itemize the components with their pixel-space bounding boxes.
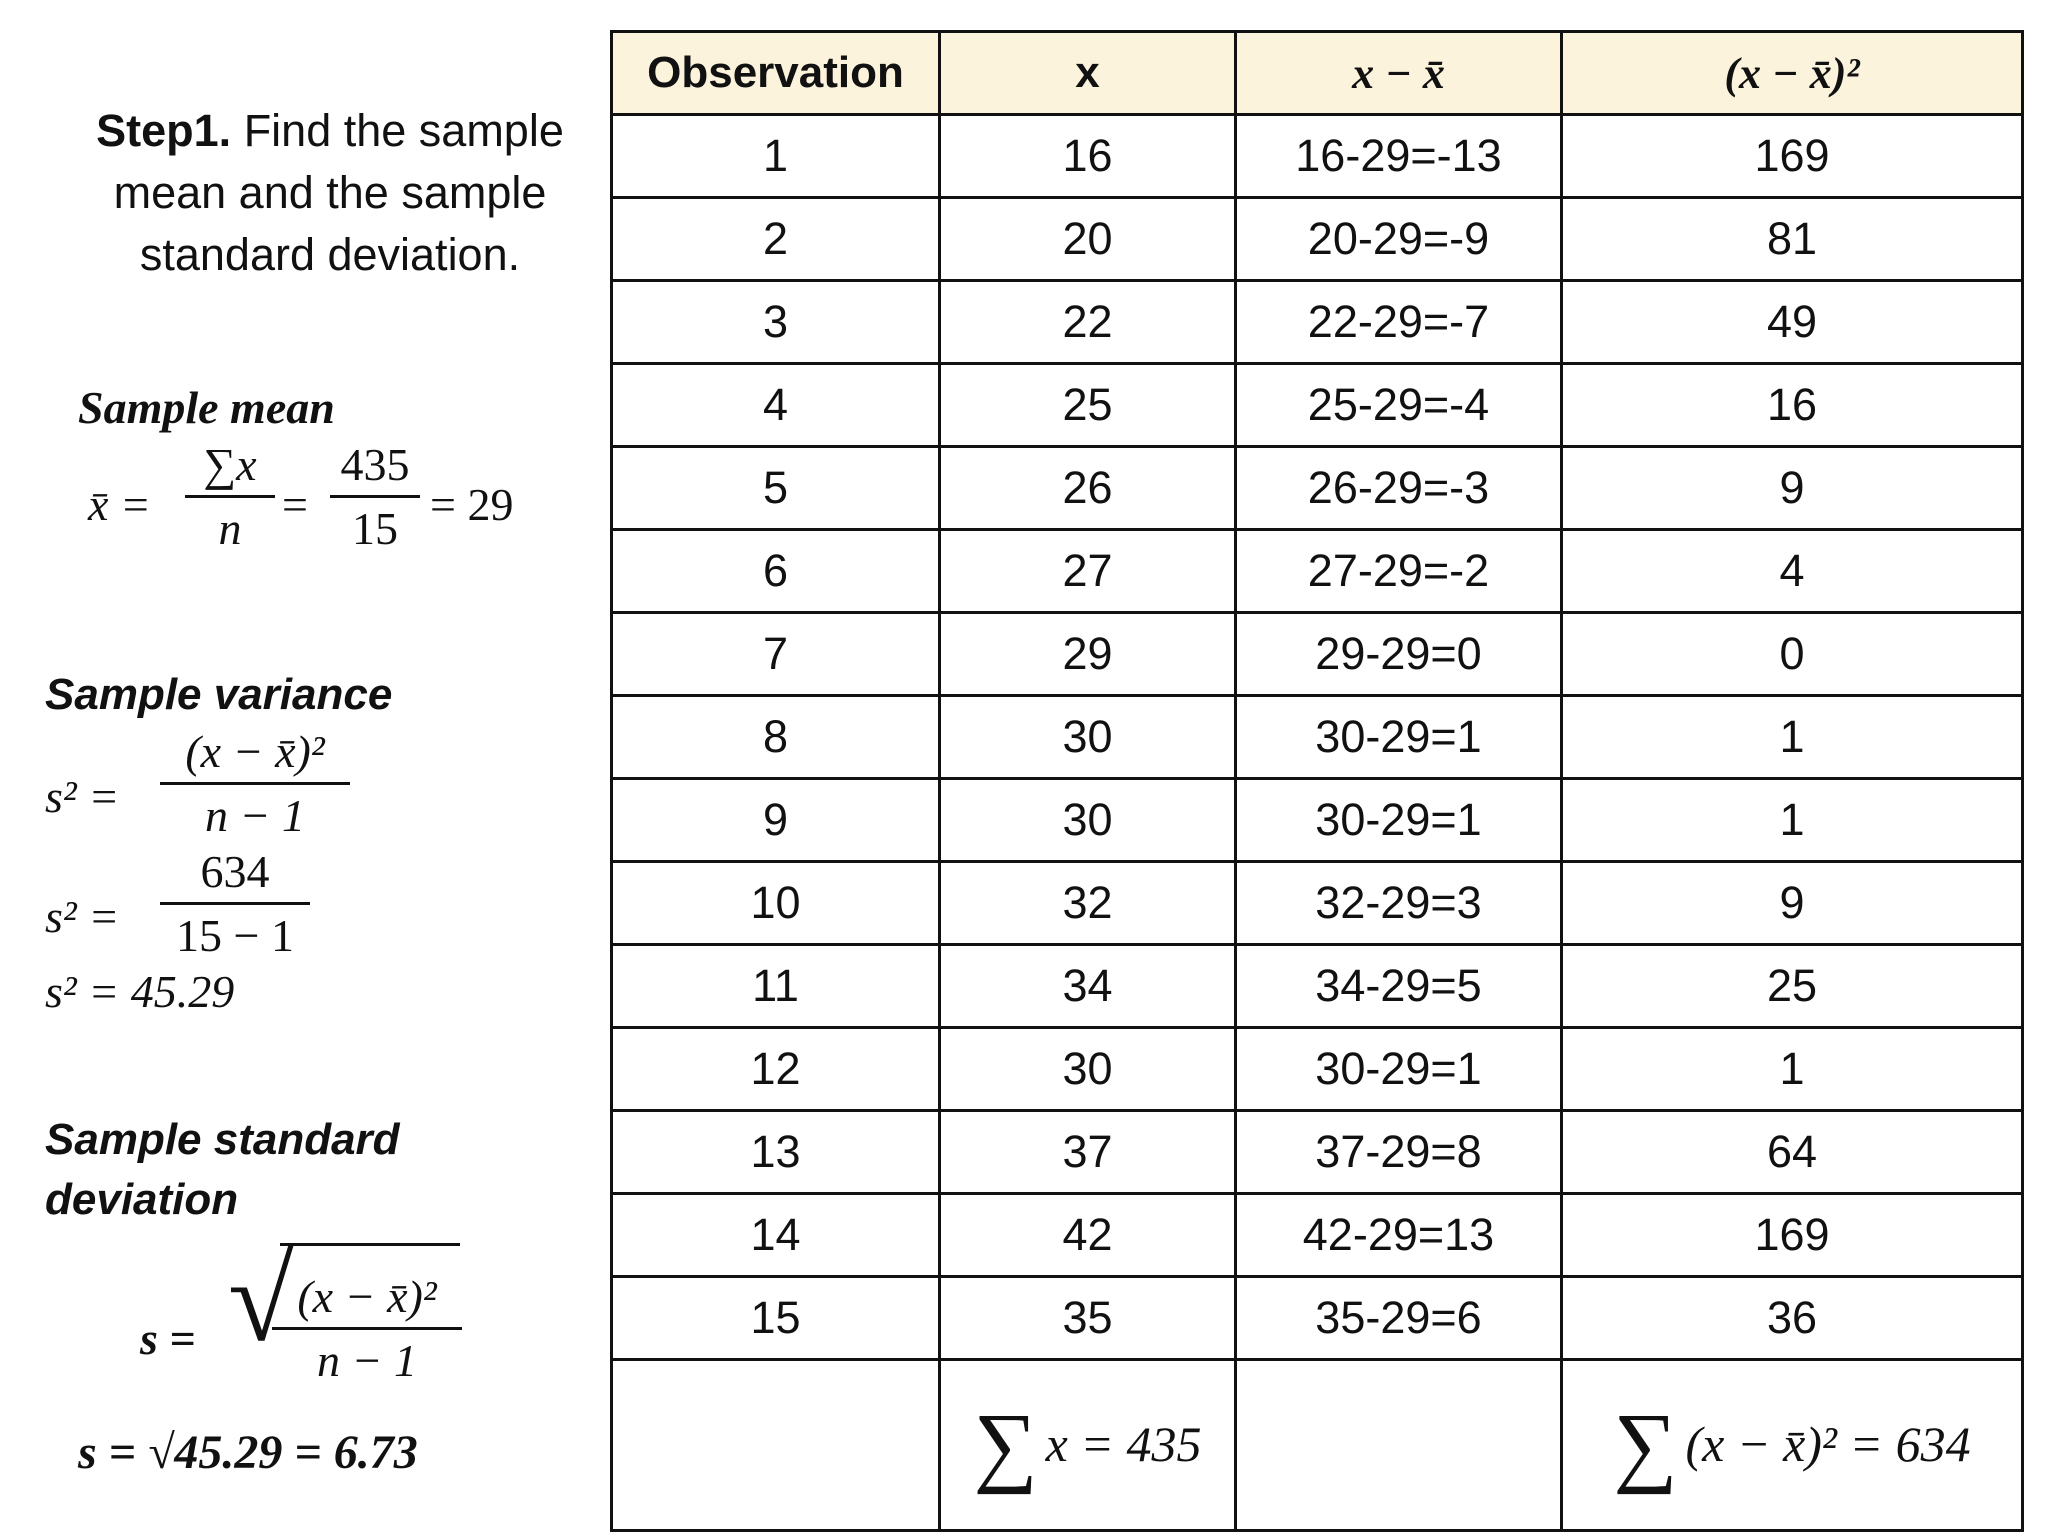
cell-x: 16 xyxy=(940,115,1236,198)
cell-x: 30 xyxy=(940,779,1236,862)
variance-values-den: 15 − 1 xyxy=(176,910,294,961)
cell-observation: 11 xyxy=(612,945,940,1028)
cell-squared: 16 xyxy=(1562,364,2023,447)
variance-formula-den: n − 1 xyxy=(204,790,306,841)
cell-squared: 169 xyxy=(1562,115,2023,198)
cell-x: 25 xyxy=(940,364,1236,447)
header-squared-deviation: (x − x̄)² xyxy=(1562,32,2023,115)
cell-observation: 6 xyxy=(612,530,940,613)
stddev-formula-num: (x − x̄)² xyxy=(297,1271,437,1322)
cell-x: 32 xyxy=(940,862,1236,945)
cell-deviation: 35-29=6 xyxy=(1236,1277,1562,1360)
mean-frac1-den: n xyxy=(218,503,242,554)
variance-formula-num: (x − x̄)² xyxy=(185,726,325,777)
table-summary-row xyxy=(612,1360,2023,1531)
table-row xyxy=(612,1194,2023,1277)
step-label: Step1. xyxy=(96,105,232,156)
sigma-icon: ∑ xyxy=(1613,1395,1678,1495)
step-instruction xyxy=(60,100,600,286)
cell-x: 34 xyxy=(940,945,1236,1028)
cell-deviation: 29-29=0 xyxy=(1236,613,1562,696)
cell-x: 29 xyxy=(940,613,1236,696)
variance-values-num: 634 xyxy=(200,846,270,897)
variance-line1-lhs: s² = xyxy=(45,771,120,822)
summary-empty-cell xyxy=(612,1360,940,1531)
radical-overline xyxy=(280,1243,460,1246)
cell-deviation: 37-29=8 xyxy=(1236,1111,1562,1194)
summary-sum-squared xyxy=(1562,1360,2023,1531)
cell-deviation: 27-29=-2 xyxy=(1236,530,1562,613)
stddev-formula-den: n − 1 xyxy=(316,1335,418,1386)
table-row xyxy=(612,115,2023,198)
sample-variance-heading: Sample variance xyxy=(45,670,393,719)
table-row xyxy=(612,613,2023,696)
cell-observation: 13 xyxy=(612,1111,940,1194)
fraction-bar xyxy=(160,902,310,905)
cell-observation: 15 xyxy=(612,1277,940,1360)
cell-observation: 1 xyxy=(612,115,940,198)
header-deviation: x − x̄ xyxy=(1236,32,1562,115)
variance-result: s² = 45.29 xyxy=(45,966,235,1017)
mean-result: = 29 xyxy=(430,479,514,530)
cell-deviation: 20-29=-9 xyxy=(1236,198,1562,281)
cell-observation: 14 xyxy=(612,1194,940,1277)
cell-squared: 64 xyxy=(1562,1111,2023,1194)
table-row xyxy=(612,696,2023,779)
summary-sum-x xyxy=(940,1360,1236,1531)
mean-equals: = xyxy=(282,479,308,530)
sigma-icon: ∑ xyxy=(973,1395,1038,1495)
cell-observation: 12 xyxy=(612,1028,940,1111)
table-row xyxy=(612,198,2023,281)
header-x: x xyxy=(940,32,1236,115)
cell-deviation: 30-29=1 xyxy=(1236,1028,1562,1111)
cell-x: 20 xyxy=(940,198,1236,281)
data-table xyxy=(610,30,2024,1532)
mean-frac1-num: ∑x xyxy=(203,439,257,490)
fraction-bar xyxy=(160,782,350,785)
radical-icon: √ xyxy=(228,1233,294,1366)
variance-line2-lhs: s² = xyxy=(45,891,120,942)
variance-fraction-values xyxy=(160,845,310,962)
cell-observation: 4 xyxy=(612,364,940,447)
cell-deviation: 16-29=-13 xyxy=(1236,115,1562,198)
cell-deviation: 42-29=13 xyxy=(1236,1194,1562,1277)
cell-squared: 0 xyxy=(1562,613,2023,696)
stddev-fraction-formula xyxy=(272,1270,462,1387)
cell-x: 30 xyxy=(940,1028,1236,1111)
table-row xyxy=(612,1028,2023,1111)
fraction-bar xyxy=(272,1327,462,1330)
cell-squared: 169 xyxy=(1562,1194,2023,1277)
cell-squared: 9 xyxy=(1562,447,2023,530)
summary-empty-cell xyxy=(1236,1360,1562,1531)
cell-squared: 1 xyxy=(1562,1028,2023,1111)
step-text: Find the sample mean and the sample standard deviation. xyxy=(113,105,564,280)
cell-observation: 8 xyxy=(612,696,940,779)
table-row xyxy=(612,1111,2023,1194)
cell-squared: 9 xyxy=(1562,862,2023,945)
table-row xyxy=(612,447,2023,530)
cell-deviation: 30-29=1 xyxy=(1236,779,1562,862)
mean-frac2-den: 15 xyxy=(352,503,398,554)
table-body xyxy=(612,115,2023,1531)
cell-x: 22 xyxy=(940,281,1236,364)
stddev-line1-lhs: s = xyxy=(140,1313,196,1364)
cell-deviation: 22-29=-7 xyxy=(1236,281,1562,364)
table-row xyxy=(612,281,2023,364)
cell-deviation: 32-29=3 xyxy=(1236,862,1562,945)
cell-deviation: 25-29=-4 xyxy=(1236,364,1562,447)
mean-lhs: x̄ = xyxy=(88,479,151,530)
table-row xyxy=(612,1277,2023,1360)
cell-squared: 81 xyxy=(1562,198,2023,281)
sample-mean-heading: Sample mean xyxy=(78,382,335,433)
cell-deviation: 34-29=5 xyxy=(1236,945,1562,1028)
fraction-bar xyxy=(330,495,420,498)
fraction-bar xyxy=(185,495,275,498)
stddev-result: s = √45.29 = 6.73 xyxy=(78,1426,418,1479)
cell-squared: 36 xyxy=(1562,1277,2023,1360)
header-observation: Observation xyxy=(612,32,940,115)
cell-squared: 49 xyxy=(1562,281,2023,364)
sum-x-value: x = 435 xyxy=(1045,1415,1202,1472)
cell-x: 42 xyxy=(940,1194,1236,1277)
cell-observation: 7 xyxy=(612,613,940,696)
variance-fraction-formula xyxy=(160,725,350,842)
mean-fraction-1 xyxy=(185,438,275,555)
cell-squared: 1 xyxy=(1562,779,2023,862)
sample-stddev-heading: Sample standard deviation xyxy=(45,1115,400,1224)
cell-observation: 9 xyxy=(612,779,940,862)
cell-squared: 4 xyxy=(1562,530,2023,613)
mean-fraction-2 xyxy=(330,438,420,555)
cell-x: 35 xyxy=(940,1277,1236,1360)
sum-squared-value: (x − x̄)² = 634 xyxy=(1685,1415,1971,1472)
cell-squared: 1 xyxy=(1562,696,2023,779)
table-row xyxy=(612,530,2023,613)
deviation-table xyxy=(610,30,2024,1532)
cell-x: 27 xyxy=(940,530,1236,613)
table-row xyxy=(612,364,2023,447)
table-row xyxy=(612,862,2023,945)
cell-x: 26 xyxy=(940,447,1236,530)
table-header-row xyxy=(612,32,2023,115)
cell-squared: 25 xyxy=(1562,945,2023,1028)
mean-frac2-num: 435 xyxy=(340,439,410,490)
cell-x: 30 xyxy=(940,696,1236,779)
explanation-panel xyxy=(0,0,600,1536)
table-row xyxy=(612,945,2023,1028)
cell-x: 37 xyxy=(940,1111,1236,1194)
cell-deviation: 30-29=1 xyxy=(1236,696,1562,779)
table-row xyxy=(612,779,2023,862)
cell-observation: 5 xyxy=(612,447,940,530)
cell-observation: 2 xyxy=(612,198,940,281)
cell-observation: 10 xyxy=(612,862,940,945)
cell-observation: 3 xyxy=(612,281,940,364)
cell-deviation: 26-29=-3 xyxy=(1236,447,1562,530)
